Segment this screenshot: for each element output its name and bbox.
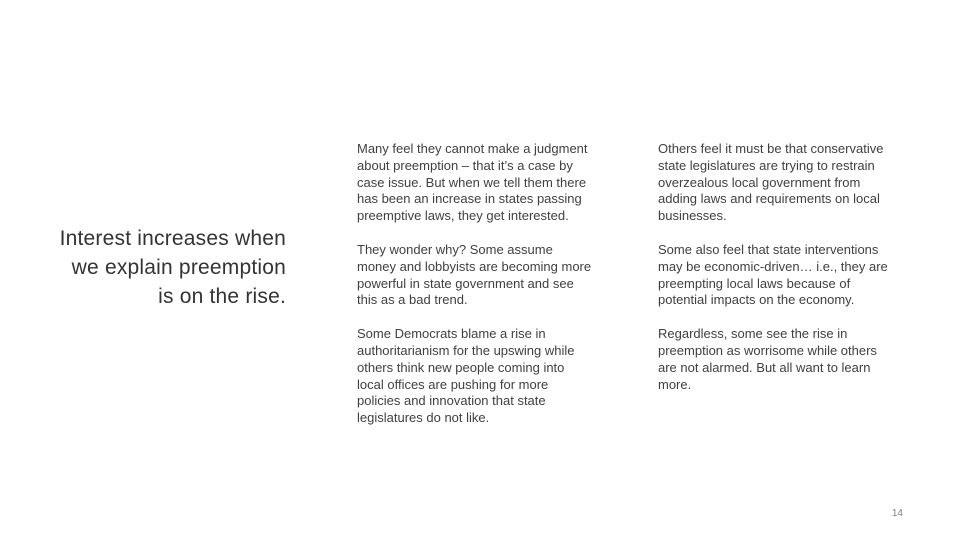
paragraph-economic-driven: Some also feel that state interventions may be economic-driven… i.e., they are preempting local laws because of potential impacts on the economy. [658, 241, 888, 308]
slide-headline: Interest increases when we explain preemption is on the rise. [59, 227, 286, 308]
paragraph-preemption-judgment: Many feel they cannot make a judgment about preemption – that it’s a case by case issue. But when we tell them there has been an increase in states passing preemptive laws, they get interested. [357, 141, 588, 224]
paragraph-conservative-legislatures: Others feel it must be that conservative state legislatures are trying to restrain overzealous local government from adding laws and requirements on local businesses. [658, 141, 884, 224]
paragraph-democrats-view: Some Democrats blame a rise in authoritarianism for the upswing while others think new people coming into local offices are pushing for more policies and innovation that state legislatures do not like. [357, 326, 575, 426]
paragraph-why-assumption: They wonder why? Some assume money and lobbyists are becoming more powerful in state government and see this as a bad trend. [357, 241, 592, 308]
page-number: 14 [891, 508, 903, 519]
left-text-column [357, 141, 593, 444]
right-text-column [658, 141, 890, 410]
paragraph-regardless: Regardless, some see the rise in preemption as worrisome while others are not alarmed. But all want to learn more. [658, 326, 877, 392]
